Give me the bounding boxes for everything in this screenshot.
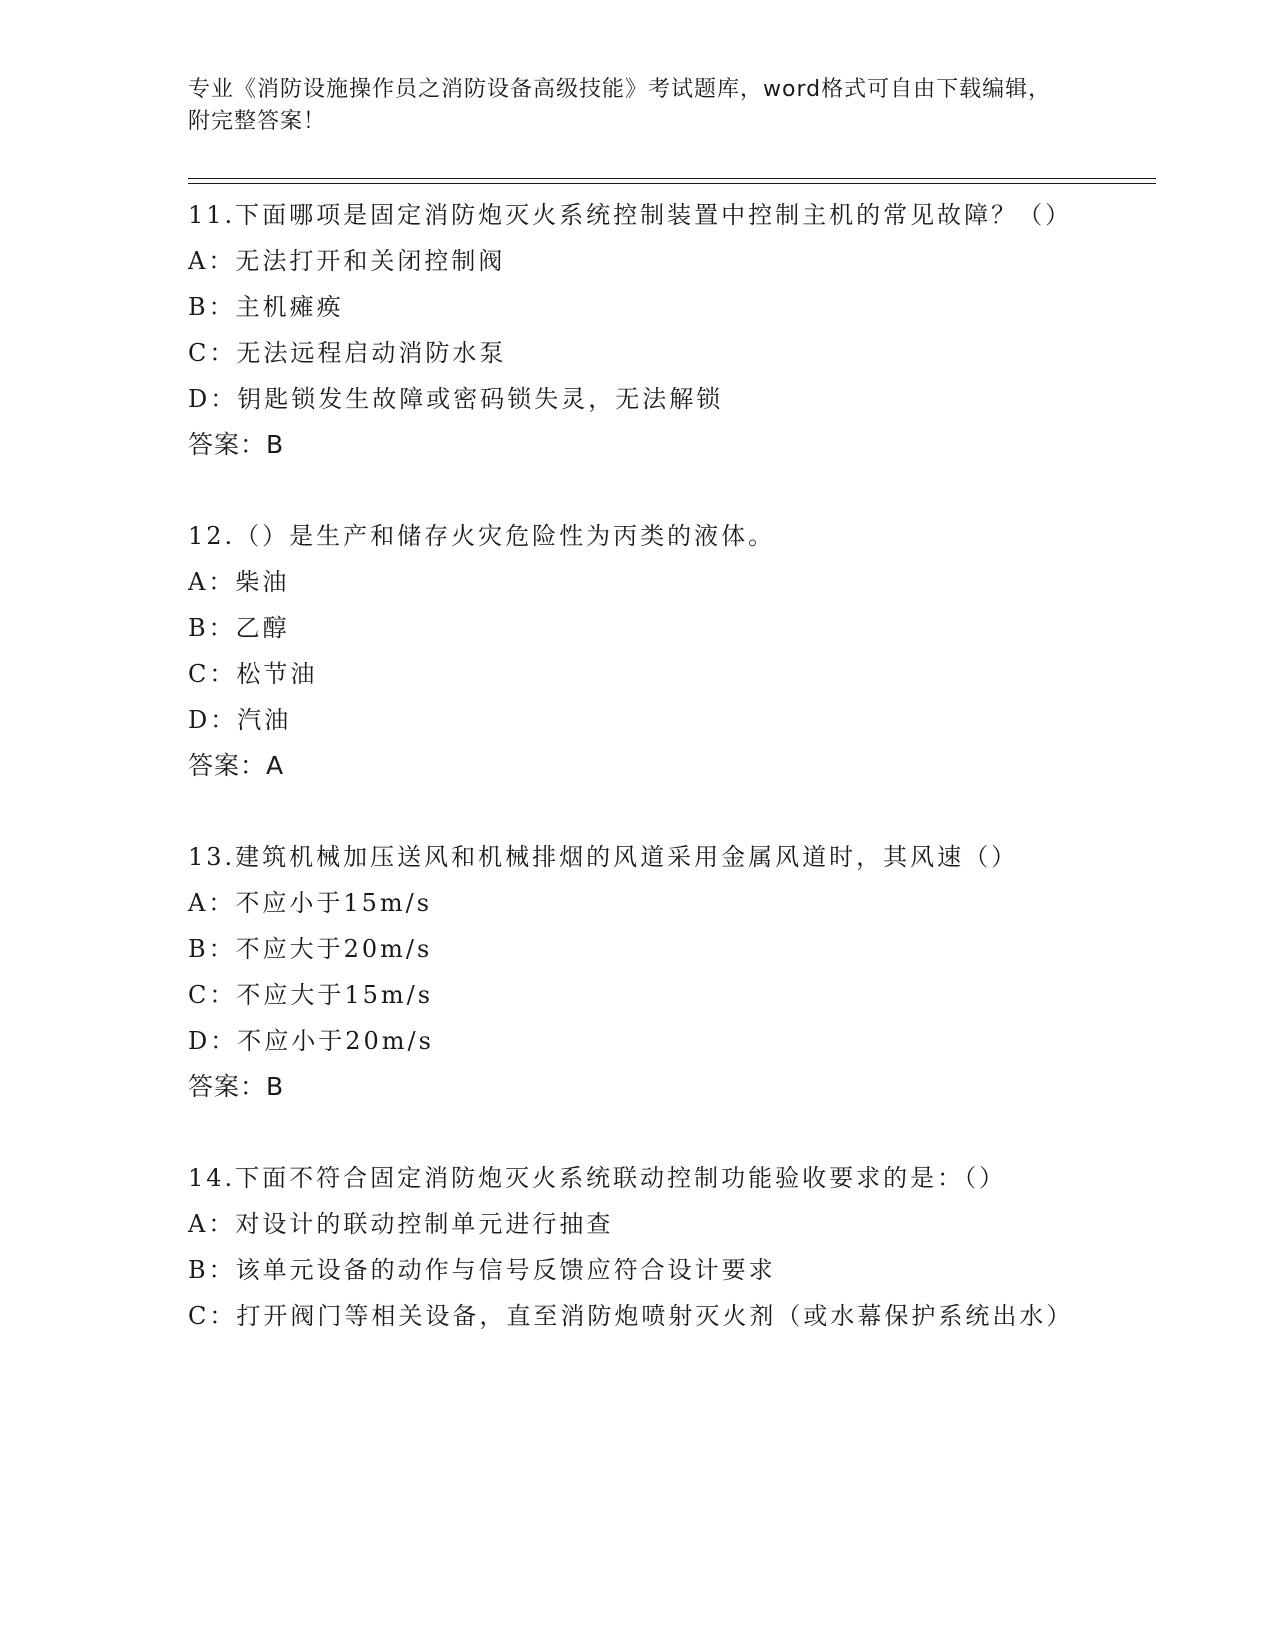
answer-option: D：不应小于20m/s bbox=[188, 1027, 434, 1055]
question-item bbox=[188, 192, 1088, 468]
question-list bbox=[188, 192, 1088, 1384]
question-stem: 13.建筑机械加压送风和机械排烟的风道采用金属风道时，其风速（） bbox=[188, 843, 1019, 871]
question-item bbox=[188, 513, 1088, 789]
answer-option: A：对设计的联动控制单元进行抽查 bbox=[188, 1210, 614, 1238]
answer-option: B：主机瘫痪 bbox=[188, 293, 344, 321]
answer-option: B：乙醇 bbox=[188, 614, 290, 642]
header-divider-top bbox=[188, 178, 1156, 179]
answer-option: C：打开阀门等相关设备，直至消防炮喷射灭火剂（或水幕保护系统出水） bbox=[188, 1302, 1074, 1330]
answer-option: D：汽油 bbox=[188, 706, 292, 734]
question-item bbox=[188, 1155, 1088, 1339]
answer-option: C：无法远程启动消防水泵 bbox=[188, 339, 507, 367]
answer-key: 答案：A bbox=[188, 751, 285, 780]
answer-option: B：不应大于20m/s bbox=[188, 935, 433, 963]
answer-option: A：不应小于15m/s bbox=[188, 889, 433, 917]
question-stem: 12.（）是生产和储存火灾危险性为丙类的液体。 bbox=[188, 522, 776, 550]
answer-key: 答案：B bbox=[188, 430, 285, 459]
answer-option: A：无法打开和关闭控制阀 bbox=[188, 247, 506, 275]
question-stem: 14.下面不符合固定消防炮灭火系统联动控制功能验收要求的是：（） bbox=[188, 1164, 1007, 1192]
answer-option: D：钥匙锁发生故障或密码锁失灵，无法解锁 bbox=[188, 385, 724, 413]
question-stem: 11.下面哪项是固定消防炮灭火系统控制装置中控制主机的常见故障？（） bbox=[188, 201, 1073, 229]
header-divider-bottom bbox=[188, 183, 1156, 184]
question-item bbox=[188, 834, 1088, 1110]
answer-option: B：该单元设备的动作与信号反馈应符合设计要求 bbox=[188, 1256, 776, 1284]
answer-option: A：柴油 bbox=[188, 568, 290, 596]
answer-option: C：松节油 bbox=[188, 660, 318, 688]
answer-key: 答案：B bbox=[188, 1072, 285, 1101]
answer-option: C：不应大于15m/s bbox=[188, 981, 434, 1009]
document-header: 专业《消防设施操作员之消防设备高级技能》考试题库，word格式可自由下载编辑，附完整答案！ bbox=[188, 77, 1052, 134]
